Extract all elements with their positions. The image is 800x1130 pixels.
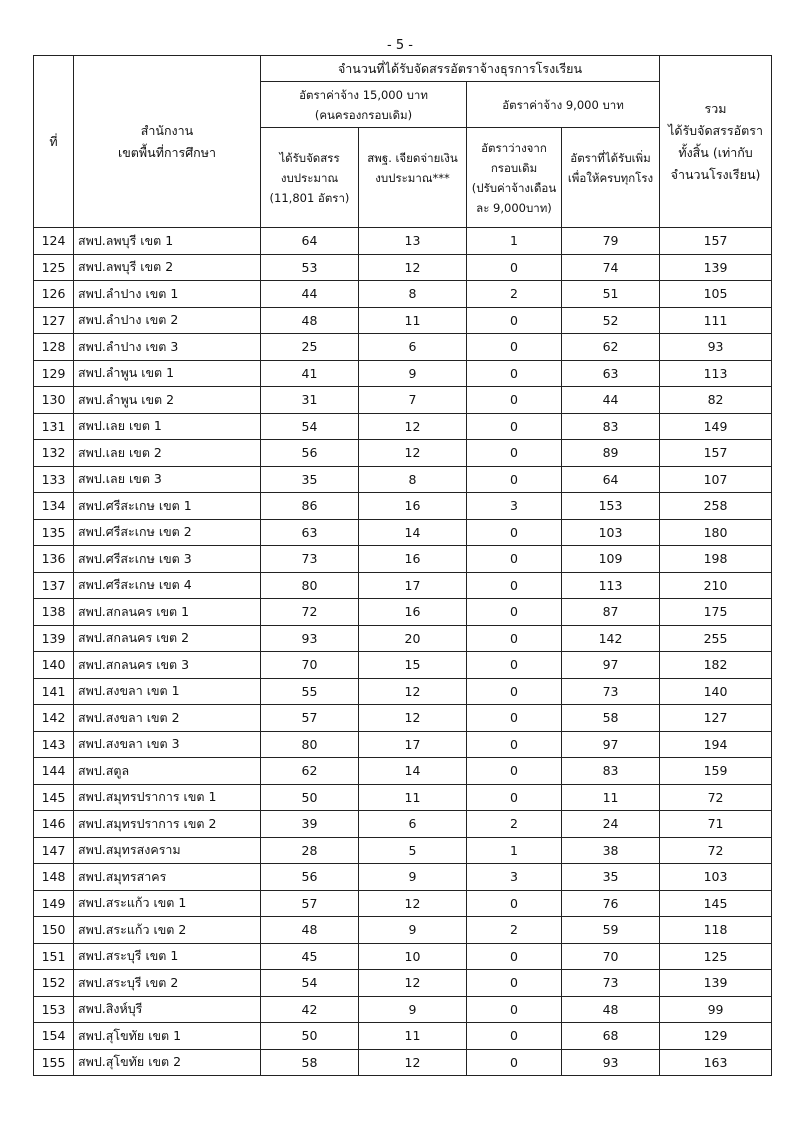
- cell-additional: 93: [562, 1049, 660, 1076]
- cell-office-name: สพป.ลำปาง เขต 1: [74, 281, 261, 308]
- cell-office-name: สพป.สระแก้ว เขต 2: [74, 917, 261, 944]
- cell-additional: 109: [562, 546, 660, 573]
- cell-additional: 59: [562, 917, 660, 944]
- cell-additional: 52: [562, 307, 660, 334]
- cell-total: 72: [660, 784, 772, 811]
- cell-no: 132: [34, 440, 74, 467]
- cell-budget: 48: [261, 917, 359, 944]
- cell-vacant: 0: [467, 413, 562, 440]
- cell-no: 127: [34, 307, 74, 334]
- cell-obec: 11: [359, 307, 467, 334]
- cell-additional: 97: [562, 652, 660, 679]
- cell-obec: 9: [359, 917, 467, 944]
- cell-no: 130: [34, 387, 74, 414]
- cell-additional: 11: [562, 784, 660, 811]
- table-row: [34, 307, 772, 334]
- header-col-vacant: [467, 128, 562, 228]
- cell-obec: 12: [359, 440, 467, 467]
- cell-additional: 79: [562, 228, 660, 255]
- cell-obec: 16: [359, 546, 467, 573]
- table-row: [34, 811, 772, 838]
- header-c4-line2: เพื่อให้ครบทุกโรง: [567, 170, 654, 185]
- cell-vacant: 0: [467, 943, 562, 970]
- cell-office-name: สพป.สมุทรสงคราม: [74, 837, 261, 864]
- table-row: [34, 1023, 772, 1050]
- cell-office-name: สพป.สระแก้ว เขต 1: [74, 890, 261, 917]
- table-row: [34, 731, 772, 758]
- header-col-obec: [359, 128, 467, 228]
- cell-office-name: สพป.ลำปาง เขต 2: [74, 307, 261, 334]
- header-c3-line1: อัตราว่างจาก: [481, 140, 547, 155]
- cell-budget: 56: [261, 440, 359, 467]
- cell-total: 118: [660, 917, 772, 944]
- cell-budget: 80: [261, 572, 359, 599]
- cell-no: 153: [34, 996, 74, 1023]
- cell-no: 125: [34, 254, 74, 281]
- cell-total: 72: [660, 837, 772, 864]
- cell-no: 133: [34, 466, 74, 493]
- cell-no: 142: [34, 705, 74, 732]
- cell-no: 124: [34, 228, 74, 255]
- header-c3-line4: ละ 9,000บาท): [476, 200, 552, 215]
- header-rate-15000: [261, 82, 467, 128]
- table-row: [34, 705, 772, 732]
- cell-total: 125: [660, 943, 772, 970]
- header-c1-line3: (11,801 อัตรา): [269, 190, 350, 205]
- cell-additional: 24: [562, 811, 660, 838]
- cell-office-name: สพป.สงขลา เขต 3: [74, 731, 261, 758]
- cell-vacant: 0: [467, 652, 562, 679]
- cell-additional: 142: [562, 625, 660, 652]
- cell-office-name: สพป.สระบุรี เขต 1: [74, 943, 261, 970]
- header-total-line4: จำนวนโรงเรียน): [670, 166, 761, 182]
- header-c1-line2: งบประมาณ: [280, 170, 339, 185]
- cell-obec: 11: [359, 1023, 467, 1050]
- header-total-line2: ได้รับจัดสรรอัตรา: [668, 122, 763, 138]
- header-total-line1: รวม: [704, 100, 727, 116]
- cell-budget: 57: [261, 890, 359, 917]
- cell-obec: 16: [359, 493, 467, 520]
- cell-no: 141: [34, 678, 74, 705]
- cell-vacant: 0: [467, 546, 562, 573]
- cell-no: 137: [34, 572, 74, 599]
- cell-no: 134: [34, 493, 74, 520]
- cell-vacant: 0: [467, 970, 562, 997]
- cell-obec: 6: [359, 334, 467, 361]
- header-rate15-line2: (คนครองกรอบเดิม): [314, 107, 413, 122]
- cell-additional: 48: [562, 996, 660, 1023]
- allocation-table: [33, 55, 772, 1076]
- cell-budget: 72: [261, 599, 359, 626]
- header-rate-9000: อัตราค่าจ้าง 9,000 บาท: [467, 82, 660, 128]
- table-row: [34, 360, 772, 387]
- table-row: [34, 493, 772, 520]
- table-row: [34, 387, 772, 414]
- cell-no: 128: [34, 334, 74, 361]
- cell-budget: 62: [261, 758, 359, 785]
- cell-no: 136: [34, 546, 74, 573]
- cell-office-name: สพป.ศรีสะเกษ เขต 4: [74, 572, 261, 599]
- cell-total: 129: [660, 1023, 772, 1050]
- cell-additional: 70: [562, 943, 660, 970]
- cell-office-name: สพป.ลพบุรี เขต 1: [74, 228, 261, 255]
- cell-total: 103: [660, 864, 772, 891]
- cell-obec: 7: [359, 387, 467, 414]
- cell-obec: 12: [359, 1049, 467, 1076]
- cell-total: 127: [660, 705, 772, 732]
- cell-no: 138: [34, 599, 74, 626]
- cell-office-name: สพป.เลย เขต 1: [74, 413, 261, 440]
- table-row: [34, 784, 772, 811]
- table-row: [34, 281, 772, 308]
- cell-obec: 12: [359, 678, 467, 705]
- cell-additional: 153: [562, 493, 660, 520]
- cell-no: 147: [34, 837, 74, 864]
- cell-vacant: 0: [467, 758, 562, 785]
- cell-no: 148: [34, 864, 74, 891]
- cell-no: 145: [34, 784, 74, 811]
- cell-obec: 12: [359, 254, 467, 281]
- cell-total: 157: [660, 228, 772, 255]
- table-row: [34, 917, 772, 944]
- cell-obec: 14: [359, 758, 467, 785]
- cell-no: 139: [34, 625, 74, 652]
- header-total-line3: ทั้งสิ้น (เท่ากับ: [678, 144, 753, 160]
- cell-budget: 45: [261, 943, 359, 970]
- cell-vacant: 0: [467, 731, 562, 758]
- cell-no: 151: [34, 943, 74, 970]
- cell-vacant: 3: [467, 864, 562, 891]
- cell-obec: 12: [359, 970, 467, 997]
- page-number: - 5 -: [387, 38, 413, 53]
- header-office: [74, 56, 261, 228]
- cell-office-name: สพป.สงขลา เขต 1: [74, 678, 261, 705]
- table-row: [34, 864, 772, 891]
- cell-vacant: 0: [467, 254, 562, 281]
- cell-budget: 48: [261, 307, 359, 334]
- cell-vacant: 0: [467, 440, 562, 467]
- cell-vacant: 0: [467, 387, 562, 414]
- cell-no: 155: [34, 1049, 74, 1076]
- cell-obec: 9: [359, 996, 467, 1023]
- header-c3-line2: กรอบเดิม: [490, 160, 538, 175]
- cell-vacant: 0: [467, 1023, 562, 1050]
- cell-office-name: สพป.สิงห์บุรี: [74, 996, 261, 1023]
- cell-vacant: 0: [467, 705, 562, 732]
- cell-no: 143: [34, 731, 74, 758]
- cell-total: 107: [660, 466, 772, 493]
- cell-budget: 50: [261, 784, 359, 811]
- cell-additional: 62: [562, 334, 660, 361]
- cell-total: 93: [660, 334, 772, 361]
- cell-obec: 17: [359, 572, 467, 599]
- header-total: [660, 56, 772, 228]
- header-c1-line1: ได้รับจัดสรร: [279, 150, 340, 165]
- cell-total: 175: [660, 599, 772, 626]
- cell-budget: 31: [261, 387, 359, 414]
- cell-office-name: สพป.ลำปาง เขต 3: [74, 334, 261, 361]
- cell-additional: 58: [562, 705, 660, 732]
- cell-no: 152: [34, 970, 74, 997]
- cell-obec: 11: [359, 784, 467, 811]
- cell-budget: 57: [261, 705, 359, 732]
- table-row: [34, 996, 772, 1023]
- cell-budget: 54: [261, 970, 359, 997]
- cell-additional: 97: [562, 731, 660, 758]
- table-row: [34, 837, 772, 864]
- cell-total: 71: [660, 811, 772, 838]
- cell-vacant: 0: [467, 996, 562, 1023]
- cell-total: 99: [660, 996, 772, 1023]
- cell-additional: 44: [562, 387, 660, 414]
- cell-obec: 6: [359, 811, 467, 838]
- cell-budget: 50: [261, 1023, 359, 1050]
- cell-obec: 8: [359, 466, 467, 493]
- cell-obec: 15: [359, 652, 467, 679]
- cell-vacant: 0: [467, 466, 562, 493]
- table-row: [34, 334, 772, 361]
- cell-obec: 12: [359, 413, 467, 440]
- cell-total: 182: [660, 652, 772, 679]
- cell-no: 140: [34, 652, 74, 679]
- cell-office-name: สพป.ศรีสะเกษ เขต 1: [74, 493, 261, 520]
- header-rate15-line1: อัตราค่าจ้าง 15,000 บาท: [299, 87, 428, 102]
- cell-total: 145: [660, 890, 772, 917]
- cell-vacant: 1: [467, 228, 562, 255]
- table-row: [34, 678, 772, 705]
- cell-additional: 76: [562, 890, 660, 917]
- cell-total: 198: [660, 546, 772, 573]
- cell-total: 157: [660, 440, 772, 467]
- table-row: [34, 758, 772, 785]
- cell-budget: 54: [261, 413, 359, 440]
- cell-obec: 14: [359, 519, 467, 546]
- cell-vacant: 0: [467, 307, 562, 334]
- cell-office-name: สพป.สมุทรปราการ เขต 1: [74, 784, 261, 811]
- cell-budget: 55: [261, 678, 359, 705]
- cell-office-name: สพป.สุโขทัย เขต 2: [74, 1049, 261, 1076]
- header-c3-line3: (ปรับค่าจ้างเดือน: [471, 180, 557, 195]
- cell-total: 194: [660, 731, 772, 758]
- header-no: ที่: [34, 56, 74, 228]
- header-col-budget: [261, 128, 359, 228]
- cell-obec: 8: [359, 281, 467, 308]
- header-office-line1: สำนักงาน: [140, 122, 194, 138]
- cell-office-name: สพป.สกลนคร เขต 3: [74, 652, 261, 679]
- cell-no: 146: [34, 811, 74, 838]
- cell-additional: 35: [562, 864, 660, 891]
- cell-budget: 58: [261, 1049, 359, 1076]
- cell-budget: 25: [261, 334, 359, 361]
- table-row: [34, 466, 772, 493]
- cell-additional: 89: [562, 440, 660, 467]
- cell-total: 111: [660, 307, 772, 334]
- cell-budget: 86: [261, 493, 359, 520]
- cell-additional: 63: [562, 360, 660, 387]
- cell-additional: 87: [562, 599, 660, 626]
- cell-office-name: สพป.สกลนคร เขต 2: [74, 625, 261, 652]
- cell-total: 82: [660, 387, 772, 414]
- cell-additional: 83: [562, 413, 660, 440]
- cell-total: 258: [660, 493, 772, 520]
- cell-vacant: 3: [467, 493, 562, 520]
- cell-total: 255: [660, 625, 772, 652]
- cell-office-name: สพป.ศรีสะเกษ เขต 3: [74, 546, 261, 573]
- table-row: [34, 254, 772, 281]
- cell-office-name: สพป.ลำพูน เขต 1: [74, 360, 261, 387]
- cell-budget: 63: [261, 519, 359, 546]
- table-row: [34, 1049, 772, 1076]
- cell-budget: 56: [261, 864, 359, 891]
- cell-total: 140: [660, 678, 772, 705]
- cell-vacant: 0: [467, 599, 562, 626]
- table-row: [34, 652, 772, 679]
- cell-obec: 17: [359, 731, 467, 758]
- cell-budget: 64: [261, 228, 359, 255]
- cell-vacant: 1: [467, 837, 562, 864]
- cell-vacant: 2: [467, 281, 562, 308]
- table-header: [34, 56, 772, 228]
- cell-total: 163: [660, 1049, 772, 1076]
- cell-total: 149: [660, 413, 772, 440]
- cell-office-name: สพป.เลย เขต 2: [74, 440, 261, 467]
- cell-additional: 103: [562, 519, 660, 546]
- cell-obec: 16: [359, 599, 467, 626]
- cell-budget: 35: [261, 466, 359, 493]
- cell-budget: 42: [261, 996, 359, 1023]
- cell-total: 113: [660, 360, 772, 387]
- cell-additional: 68: [562, 1023, 660, 1050]
- cell-office-name: สพป.สกลนคร เขต 1: [74, 599, 261, 626]
- cell-vacant: 2: [467, 917, 562, 944]
- cell-additional: 51: [562, 281, 660, 308]
- cell-office-name: สพป.ลพบุรี เขต 2: [74, 254, 261, 281]
- cell-office-name: สพป.สงขลา เขต 2: [74, 705, 261, 732]
- cell-obec: 13: [359, 228, 467, 255]
- table-row: [34, 970, 772, 997]
- table-row: [34, 943, 772, 970]
- cell-vacant: 0: [467, 784, 562, 811]
- cell-vacant: 0: [467, 625, 562, 652]
- cell-budget: 41: [261, 360, 359, 387]
- cell-additional: 83: [562, 758, 660, 785]
- cell-budget: 44: [261, 281, 359, 308]
- cell-vacant: 0: [467, 572, 562, 599]
- cell-vacant: 0: [467, 890, 562, 917]
- cell-no: 126: [34, 281, 74, 308]
- cell-total: 105: [660, 281, 772, 308]
- cell-no: 135: [34, 519, 74, 546]
- cell-total: 159: [660, 758, 772, 785]
- header-office-line2: เขตพื้นที่การศึกษา: [117, 144, 217, 160]
- cell-total: 139: [660, 970, 772, 997]
- cell-budget: 73: [261, 546, 359, 573]
- cell-budget: 93: [261, 625, 359, 652]
- cell-office-name: สพป.สุโขทัย เขต 1: [74, 1023, 261, 1050]
- table-row: [34, 519, 772, 546]
- cell-no: 131: [34, 413, 74, 440]
- cell-obec: 9: [359, 864, 467, 891]
- cell-no: 149: [34, 890, 74, 917]
- header-c2-line1: สพฐ. เจียดจ่ายเงิน: [367, 150, 458, 165]
- table-row: [34, 228, 772, 255]
- cell-no: 150: [34, 917, 74, 944]
- cell-total: 210: [660, 572, 772, 599]
- cell-office-name: สพป.ลำพูน เขต 2: [74, 387, 261, 414]
- header-col-additional: [562, 128, 660, 228]
- table-row: [34, 413, 772, 440]
- cell-additional: 38: [562, 837, 660, 864]
- table-row: [34, 625, 772, 652]
- cell-obec: 5: [359, 837, 467, 864]
- table-row: [34, 440, 772, 467]
- cell-vacant: 0: [467, 1049, 562, 1076]
- table-row: [34, 546, 772, 573]
- table-body: [34, 228, 772, 1076]
- cell-additional: 73: [562, 678, 660, 705]
- table-row: [34, 572, 772, 599]
- cell-vacant: 0: [467, 678, 562, 705]
- table-row: [34, 890, 772, 917]
- cell-budget: 28: [261, 837, 359, 864]
- cell-office-name: สพป.ศรีสะเกษ เขต 2: [74, 519, 261, 546]
- cell-obec: 12: [359, 890, 467, 917]
- cell-additional: 113: [562, 572, 660, 599]
- cell-office-name: สพป.สตูล: [74, 758, 261, 785]
- cell-vacant: 0: [467, 519, 562, 546]
- cell-no: 144: [34, 758, 74, 785]
- cell-no: 154: [34, 1023, 74, 1050]
- cell-no: 129: [34, 360, 74, 387]
- cell-total: 139: [660, 254, 772, 281]
- cell-office-name: สพป.เลย เขต 3: [74, 466, 261, 493]
- header-c4-line1: อัตราที่ได้รับเพิ่ม: [570, 150, 651, 165]
- cell-additional: 64: [562, 466, 660, 493]
- cell-obec: 9: [359, 360, 467, 387]
- cell-budget: 39: [261, 811, 359, 838]
- table-row: [34, 599, 772, 626]
- cell-office-name: สพป.สมุทรปราการ เขต 2: [74, 811, 261, 838]
- cell-obec: 10: [359, 943, 467, 970]
- cell-total: 180: [660, 519, 772, 546]
- cell-budget: 70: [261, 652, 359, 679]
- header-group-title: จำนวนที่ได้รับจัดสรรอัตราจ้างธุรการโรงเรียน: [261, 56, 660, 82]
- cell-obec: 12: [359, 705, 467, 732]
- header-c2-line2: งบประมาณ***: [375, 170, 450, 185]
- cell-obec: 20: [359, 625, 467, 652]
- cell-budget: 80: [261, 731, 359, 758]
- cell-vacant: 2: [467, 811, 562, 838]
- cell-vacant: 0: [467, 360, 562, 387]
- cell-budget: 53: [261, 254, 359, 281]
- cell-office-name: สพป.สมุทรสาคร: [74, 864, 261, 891]
- cell-office-name: สพป.สระบุรี เขต 2: [74, 970, 261, 997]
- cell-vacant: 0: [467, 334, 562, 361]
- cell-additional: 73: [562, 970, 660, 997]
- cell-additional: 74: [562, 254, 660, 281]
